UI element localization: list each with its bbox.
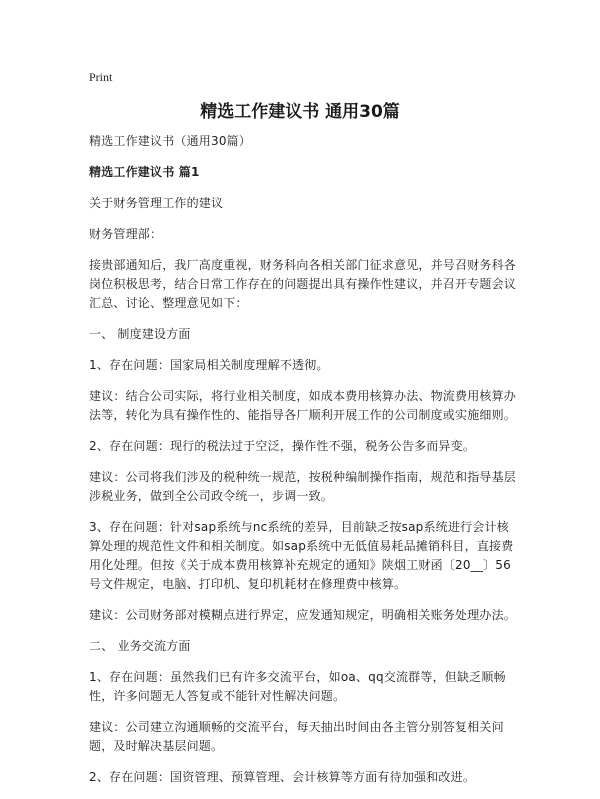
body-paragraph: 建议：结合公司实际，将行业相关制度，如成本费用核算办法、物流费用核算办法等，转化为具有操作性的、能指导各厂顺利开展工作的公司制度或实施细则。 (89, 389, 517, 422)
body-paragraph: 2、存在问题：现行的税法过于空泛，操作性不强，税务公告多而异变。 (89, 439, 476, 453)
body-paragraph: 2、存在问题：国资管理、预算管理、会计核算等方面有待加强和改进。 (89, 770, 476, 784)
letter-subject: 关于财务管理工作的建议 (89, 196, 224, 210)
subtitle-paragraph: 精选工作建议书（通用30篇） (89, 134, 252, 148)
body-paragraph: 1、存在问题：国家局相关制度理解不透彻。 (89, 358, 329, 372)
subsection-heading: 一、 制度建设方面 (89, 327, 191, 341)
subsection-heading: 二、 业务交流方面 (89, 639, 191, 653)
body-paragraph: 3、存在问题：针对sap系统与nc系统的差异，目前缺乏按sap系统进行会计核算处理的规范性文件和相关制度。如sap系统中无低值易耗品摊销科目，直接费用化处理。但按《关于成本费用核算补充规定的通知》陕烟工财函〔20__〕56号文件规定，电脑、打印机、复印机耗材在修理费中核算。 (89, 520, 514, 591)
letter-salutation: 财务管理部： (89, 227, 163, 241)
document-title: 精选工作建议书 通用30篇 (200, 102, 400, 122)
print-label: Print (89, 70, 113, 84)
section-heading: 精选工作建议书 篇1 (89, 165, 200, 179)
body-paragraph: 建议：公司财务部对模糊点进行界定，应发通知规定，明确相关账务处理办法。 (89, 608, 517, 622)
body-paragraph: 1、存在问题：虽然我们已有许多交流平台，如oa、qq交流群等，但缺乏顺畅性，许多问题无人答复或不能针对性解决问题。 (89, 670, 506, 703)
body-paragraph: 接贵部通知后，我厂高度重视，财务科向各相关部门征求意见，并号召财务科各岗位积极思考，结合日常工作存在的问题提出具有操作性建议，并召开专题会议汇总、讨论、整理意见如下： (89, 258, 517, 310)
body-paragraph: 建议：公司建立沟通顺畅的交流平台，每天抽出时间由各主管分别答复相关问题，及时解决基层问题。 (89, 720, 504, 753)
body-paragraph: 建议：公司将我们涉及的税种统一规范，按税种编制操作指南，规范和指导基层涉税业务，做到全公司政令统一，步调一致。 (89, 470, 517, 503)
document-body (89, 132, 519, 799)
